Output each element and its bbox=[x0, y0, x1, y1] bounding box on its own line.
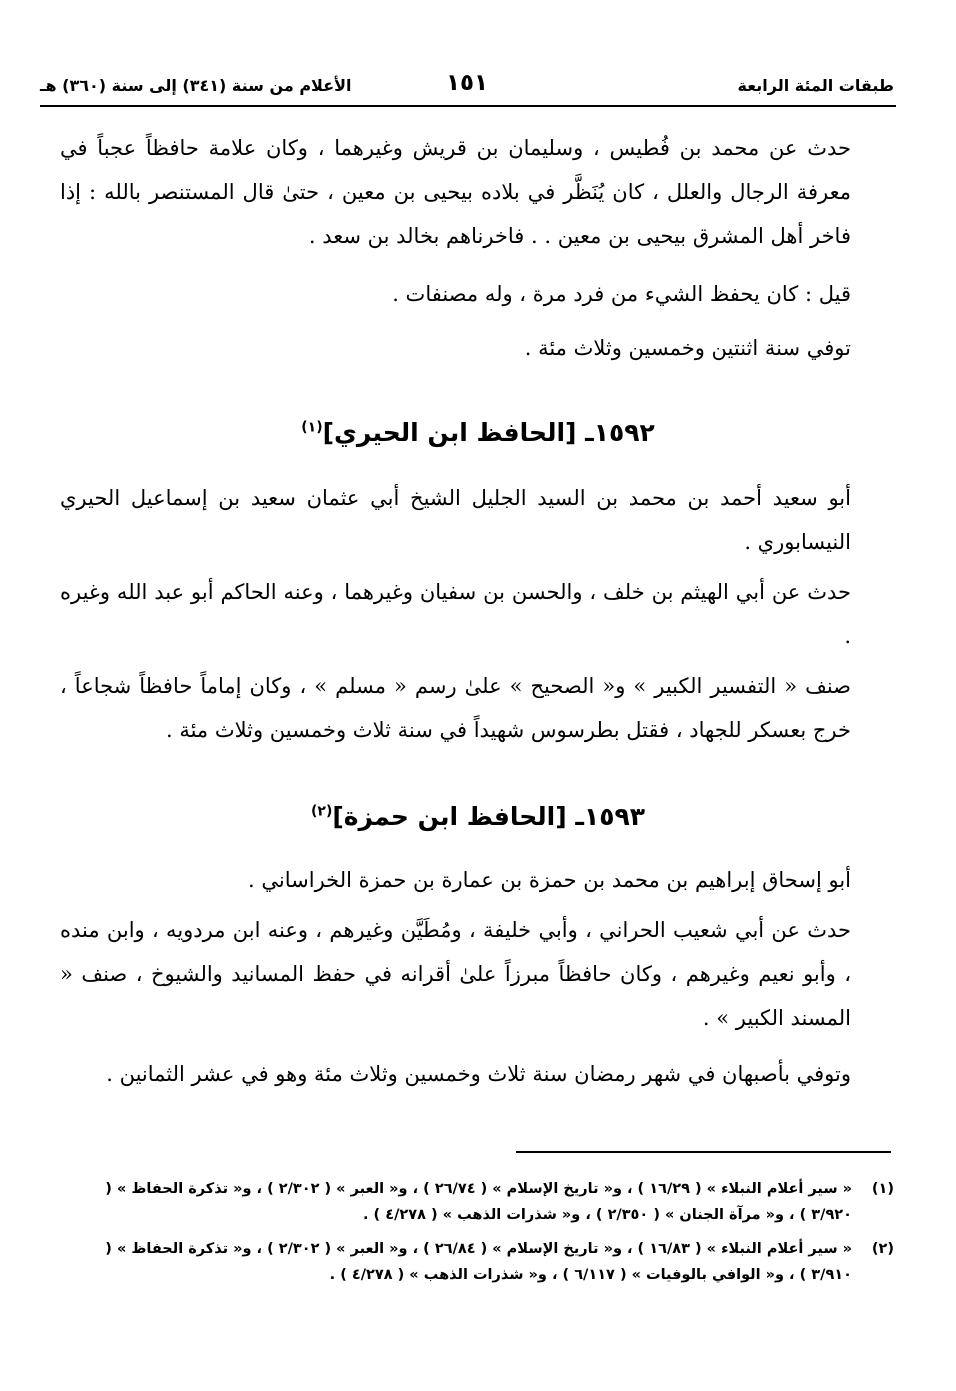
header-year-range: الأعلام من سنة (٣٤١) إلى سنة (٣٦٠) هـ bbox=[40, 76, 352, 95]
entry-heading-text: ١٥٩٢ـ [الحافظ ابن الحيري] bbox=[322, 418, 655, 447]
footnote-ref: (١) bbox=[301, 419, 323, 436]
entry-1592-paragraph-3: صنف « التفسير الكبير » و« الصحيح » علىٰ رسم « مسلم » ، وكان إماماً حافظاً شجاعاً ، خرج بعسكر للجهاد ، فقتل بطرسوس شهيداً في سنة ثلاث وخمسين وثلاث مئة . bbox=[60, 674, 851, 742]
entry-1593-paragraph-1: أبو إسحاق إبراهيم بن محمد بن حمزة بن عمارة بن حمزة الخراساني . bbox=[248, 868, 851, 892]
footnote-number: (١) bbox=[871, 1181, 894, 1197]
entry-1593-paragraph-2: حدث عن أبي شعيب الحراني ، وأبي خليفة ، ومُطَيَّن وغيرهم ، وعنه ابن مردويه ، وابن منده ، وأبو نعيم وغيرهم ، وكان حافظاً مبرزاً علىٰ أقرانه في حفظ المسانيد والشيوخ ، صنف « المسند الكبير » . bbox=[60, 918, 851, 1030]
footnote-1 bbox=[60, 1176, 894, 1228]
entry-1592-paragraph-2: حدث عن أبي الهيثم بن خلف ، والحسن بن سفيان وغيرهما ، وعنه الحاكم أبو عبد الله وغيره . bbox=[60, 580, 851, 648]
entry-heading-1593 bbox=[0, 802, 956, 831]
running-header bbox=[40, 70, 894, 104]
entry-1593-paragraph-3: وتوفي بأصبهان في شهر رمضان سنة ثلاث وخمسين وثلاث مئة وهو في عشر الثمانين . bbox=[106, 1062, 851, 1086]
prev-entry-paragraph-1: حدث عن محمد بن فُطيس ، وسليمان بن قريش وغيرهما ، وكان علامة حافظاً عجباً في معرفة الرجال والعلل ، كان يُنَظَّر في بلاده بيحيى بن معين ، حتىٰ قال المستنصر بالله : إذا فاخر أهل المشرق بيحيى بن معين . . فاخرناهم بخالد بن سعد . bbox=[60, 136, 851, 248]
header-divider bbox=[40, 105, 896, 107]
footnote-divider bbox=[516, 1151, 891, 1153]
prev-entry-paragraph-3: توفي سنة اثنتين وخمسين وثلاث مئة . bbox=[524, 336, 851, 360]
footnote-number: (٢) bbox=[871, 1241, 894, 1257]
entry-heading-1592 bbox=[0, 418, 956, 447]
entry-1592-paragraph-1: أبو سعيد أحمد بن محمد بن السيد الجليل الشيخ أبي عثمان سعيد بن إسماعيل الحيري النيسابوري . bbox=[60, 486, 851, 554]
footnote-text: « سير أعلام النبلاء » ( ١٦/٨٣ ) ، و« تاريخ الإسلام » ( ٢٦/٨٤ ) ، و« العبر » ( ٢/٣٠٢ ) ، و« تذكرة الحفاظ » ( ٣/٩١٠ ) ، و« الوافي بالوفيات » ( ٦/١١٧ ) ، و« شذرات الذهب » ( ٤/٢٧٨ ) . bbox=[105, 1241, 852, 1283]
footnote-ref: (٢) bbox=[311, 803, 333, 820]
entry-heading-text: ١٥٩٣ـ [الحافظ ابن حمزة] bbox=[332, 802, 645, 831]
header-section-title: طبقات المئة الرابعة bbox=[737, 76, 894, 95]
footnote-2 bbox=[60, 1236, 894, 1288]
page-number: ١٥١ bbox=[445, 70, 489, 96]
prev-entry-paragraph-2: قيل : كان يحفظ الشيء من فرد مرة ، وله مصنفات . bbox=[392, 282, 851, 306]
footnote-text: « سير أعلام النبلاء » ( ١٦/٢٩ ) ، و« تاريخ الإسلام » ( ٢٦/٧٤ ) ، و« العبر » ( ٢/٣٠٢ ) ، و« تذكرة الحفاظ » ( ٣/٩٢٠ ) ، و« مرآة الجنان » ( ٢/٣٥٠ ) ، و« شذرات الذهب » ( ٤/٢٧٨ ) . bbox=[105, 1181, 852, 1223]
